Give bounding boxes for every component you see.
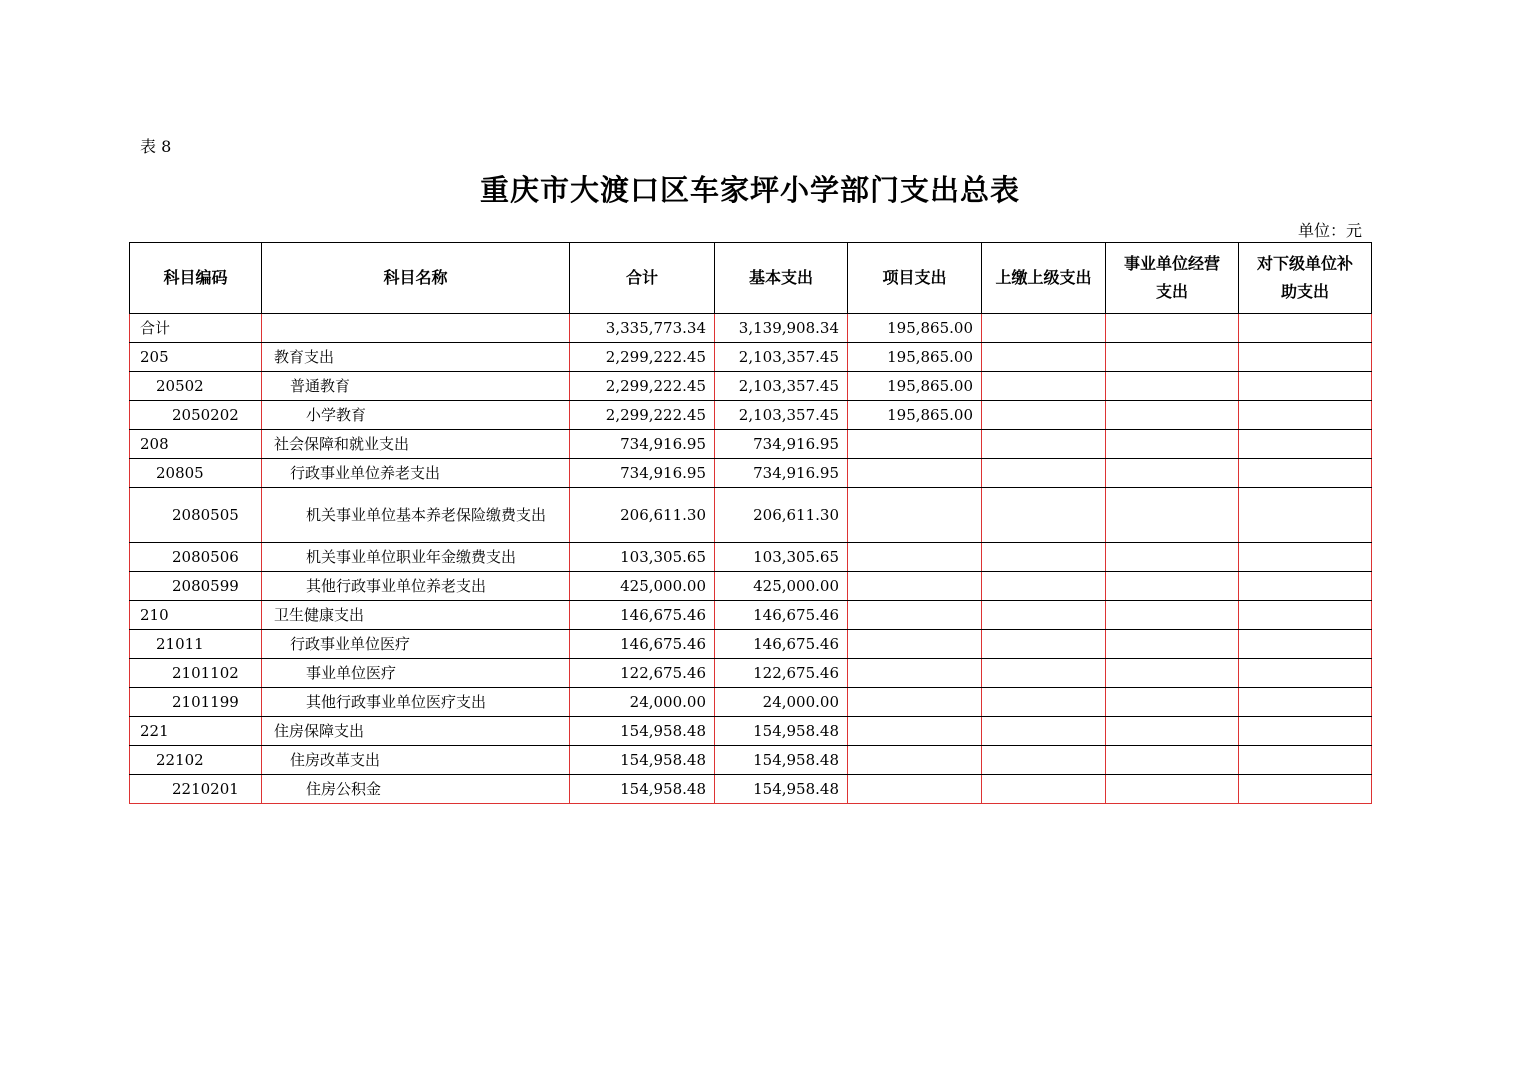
cell-name: 住房保障支出 [262, 717, 570, 746]
cell-project: 195,865.00 [848, 372, 982, 401]
cell-upper [982, 488, 1106, 543]
table-row [130, 688, 1372, 717]
cell-total: 425,000.00 [570, 572, 715, 601]
cell-total: 103,305.65 [570, 543, 715, 572]
cell-code: 2080506 [130, 543, 262, 572]
cell-total: 154,958.48 [570, 717, 715, 746]
table-row [130, 543, 1372, 572]
header-row [130, 243, 1372, 314]
cell-basic: 206,611.30 [715, 488, 848, 543]
table-row [130, 746, 1372, 775]
cell-name: 住房公积金 [262, 775, 570, 804]
cell-total: 146,675.46 [570, 601, 715, 630]
cell-total: 154,958.48 [570, 775, 715, 804]
cell-project [848, 659, 982, 688]
col-header-upper: 上缴上级支出 [982, 243, 1106, 314]
table-row [130, 314, 1372, 343]
cell-upper [982, 630, 1106, 659]
cell-total: 2,299,222.45 [570, 401, 715, 430]
col-header-name: 科目名称 [262, 243, 570, 314]
cell-upper [982, 430, 1106, 459]
cell-basic: 425,000.00 [715, 572, 848, 601]
cell-name: 教育支出 [262, 343, 570, 372]
table-row [130, 401, 1372, 430]
cell-project [848, 717, 982, 746]
cell-basic: 2,103,357.45 [715, 401, 848, 430]
cell-subsidy [1239, 430, 1372, 459]
table-row [130, 572, 1372, 601]
cell-operating [1106, 659, 1239, 688]
cell-name: 事业单位医疗 [262, 659, 570, 688]
cell-operating [1106, 717, 1239, 746]
cell-basic: 2,103,357.45 [715, 343, 848, 372]
cell-subsidy [1239, 401, 1372, 430]
cell-basic: 103,305.65 [715, 543, 848, 572]
cell-operating [1106, 775, 1239, 804]
cell-code: 2101102 [130, 659, 262, 688]
cell-basic: 734,916.95 [715, 430, 848, 459]
cell-code: 20805 [130, 459, 262, 488]
cell-upper [982, 343, 1106, 372]
cell-project [848, 630, 982, 659]
cell-subsidy [1239, 572, 1372, 601]
cell-operating [1106, 746, 1239, 775]
cell-basic: 3,139,908.34 [715, 314, 848, 343]
cell-project [848, 430, 982, 459]
cell-total: 24,000.00 [570, 688, 715, 717]
table-row [130, 459, 1372, 488]
cell-operating [1106, 572, 1239, 601]
unit-label: 单位：元 [1297, 221, 1362, 240]
cell-name: 卫生健康支出 [262, 601, 570, 630]
cell-basic: 146,675.46 [715, 630, 848, 659]
table-row [130, 430, 1372, 459]
table-row [130, 630, 1372, 659]
cell-project: 195,865.00 [848, 314, 982, 343]
cell-project: 195,865.00 [848, 343, 982, 372]
cell-project: 195,865.00 [848, 401, 982, 430]
cell-basic: 146,675.46 [715, 601, 848, 630]
cell-total: 734,916.95 [570, 459, 715, 488]
cell-project [848, 543, 982, 572]
cell-operating [1106, 601, 1239, 630]
cell-code: 205 [130, 343, 262, 372]
cell-code: 210 [130, 601, 262, 630]
cell-code: 合计 [130, 314, 262, 343]
col-header-basic: 基本支出 [715, 243, 848, 314]
cell-operating [1106, 459, 1239, 488]
cell-basic: 154,958.48 [715, 775, 848, 804]
cell-project [848, 488, 982, 543]
table-row [130, 659, 1372, 688]
cell-operating [1106, 688, 1239, 717]
cell-code: 2101199 [130, 688, 262, 717]
cell-upper [982, 746, 1106, 775]
cell-upper [982, 688, 1106, 717]
table-row [130, 343, 1372, 372]
cell-subsidy [1239, 343, 1372, 372]
cell-operating [1106, 488, 1239, 543]
cell-subsidy [1239, 688, 1372, 717]
cell-project [848, 746, 982, 775]
cell-project [848, 459, 982, 488]
cell-name [262, 314, 570, 343]
cell-total: 2,299,222.45 [570, 343, 715, 372]
cell-name: 行政事业单位医疗 [262, 630, 570, 659]
cell-upper [982, 601, 1106, 630]
cell-code: 21011 [130, 630, 262, 659]
cell-upper [982, 401, 1106, 430]
cell-total: 3,335,773.34 [570, 314, 715, 343]
cell-subsidy [1239, 775, 1372, 804]
cell-basic: 24,000.00 [715, 688, 848, 717]
cell-name: 小学教育 [262, 401, 570, 430]
cell-subsidy [1239, 717, 1372, 746]
cell-name: 机关事业单位基本养老保险缴费支出 [262, 488, 570, 543]
cell-upper [982, 459, 1106, 488]
cell-upper [982, 372, 1106, 401]
cell-project [848, 572, 982, 601]
cell-code: 221 [130, 717, 262, 746]
cell-code: 2050202 [130, 401, 262, 430]
table-row [130, 601, 1372, 630]
cell-total: 122,675.46 [570, 659, 715, 688]
cell-operating [1106, 343, 1239, 372]
cell-project [848, 775, 982, 804]
cell-basic: 154,958.48 [715, 717, 848, 746]
cell-name: 其他行政事业单位医疗支出 [262, 688, 570, 717]
cell-project [848, 601, 982, 630]
cell-code: 2080505 [130, 488, 262, 543]
cell-operating [1106, 543, 1239, 572]
cell-subsidy [1239, 630, 1372, 659]
cell-basic: 2,103,357.45 [715, 372, 848, 401]
table-row [130, 488, 1372, 543]
cell-name: 机关事业单位职业年金缴费支出 [262, 543, 570, 572]
table-number: 表 8 [140, 137, 172, 156]
table-row [130, 717, 1372, 746]
cell-subsidy [1239, 488, 1372, 543]
table-row [130, 372, 1372, 401]
cell-total: 206,611.30 [570, 488, 715, 543]
cell-subsidy [1239, 543, 1372, 572]
cell-upper [982, 717, 1106, 746]
col-header-code: 科目编码 [130, 243, 262, 314]
cell-total: 146,675.46 [570, 630, 715, 659]
col-header-total: 合计 [570, 243, 715, 314]
cell-subsidy [1239, 601, 1372, 630]
col-header-subsidy: 对下级单位补助支出 [1239, 243, 1372, 314]
cell-operating [1106, 401, 1239, 430]
cell-subsidy [1239, 372, 1372, 401]
cell-upper [982, 659, 1106, 688]
cell-basic: 122,675.46 [715, 659, 848, 688]
cell-upper [982, 775, 1106, 804]
cell-code: 208 [130, 430, 262, 459]
cell-operating [1106, 372, 1239, 401]
col-header-operating: 事业单位经营支出 [1106, 243, 1239, 314]
cell-basic: 734,916.95 [715, 459, 848, 488]
cell-operating [1106, 430, 1239, 459]
cell-total: 154,958.48 [570, 746, 715, 775]
cell-upper [982, 572, 1106, 601]
cell-name: 社会保障和就业支出 [262, 430, 570, 459]
cell-name: 住房改革支出 [262, 746, 570, 775]
cell-code: 2210201 [130, 775, 262, 804]
page-title: 重庆市大渡口区车家坪小学部门支出总表 [479, 173, 1020, 207]
cell-code: 2080599 [130, 572, 262, 601]
expenditure-table [129, 242, 1372, 804]
cell-project [848, 688, 982, 717]
cell-name: 行政事业单位养老支出 [262, 459, 570, 488]
cell-basic: 154,958.48 [715, 746, 848, 775]
cell-name: 普通教育 [262, 372, 570, 401]
cell-total: 2,299,222.45 [570, 372, 715, 401]
table-row [130, 775, 1372, 804]
cell-subsidy [1239, 314, 1372, 343]
cell-subsidy [1239, 659, 1372, 688]
cell-subsidy [1239, 459, 1372, 488]
col-header-project: 项目支出 [848, 243, 982, 314]
cell-operating [1106, 314, 1239, 343]
cell-upper [982, 543, 1106, 572]
cell-code: 22102 [130, 746, 262, 775]
cell-subsidy [1239, 746, 1372, 775]
cell-code: 20502 [130, 372, 262, 401]
cell-operating [1106, 630, 1239, 659]
cell-upper [982, 314, 1106, 343]
cell-total: 734,916.95 [570, 430, 715, 459]
cell-name: 其他行政事业单位养老支出 [262, 572, 570, 601]
